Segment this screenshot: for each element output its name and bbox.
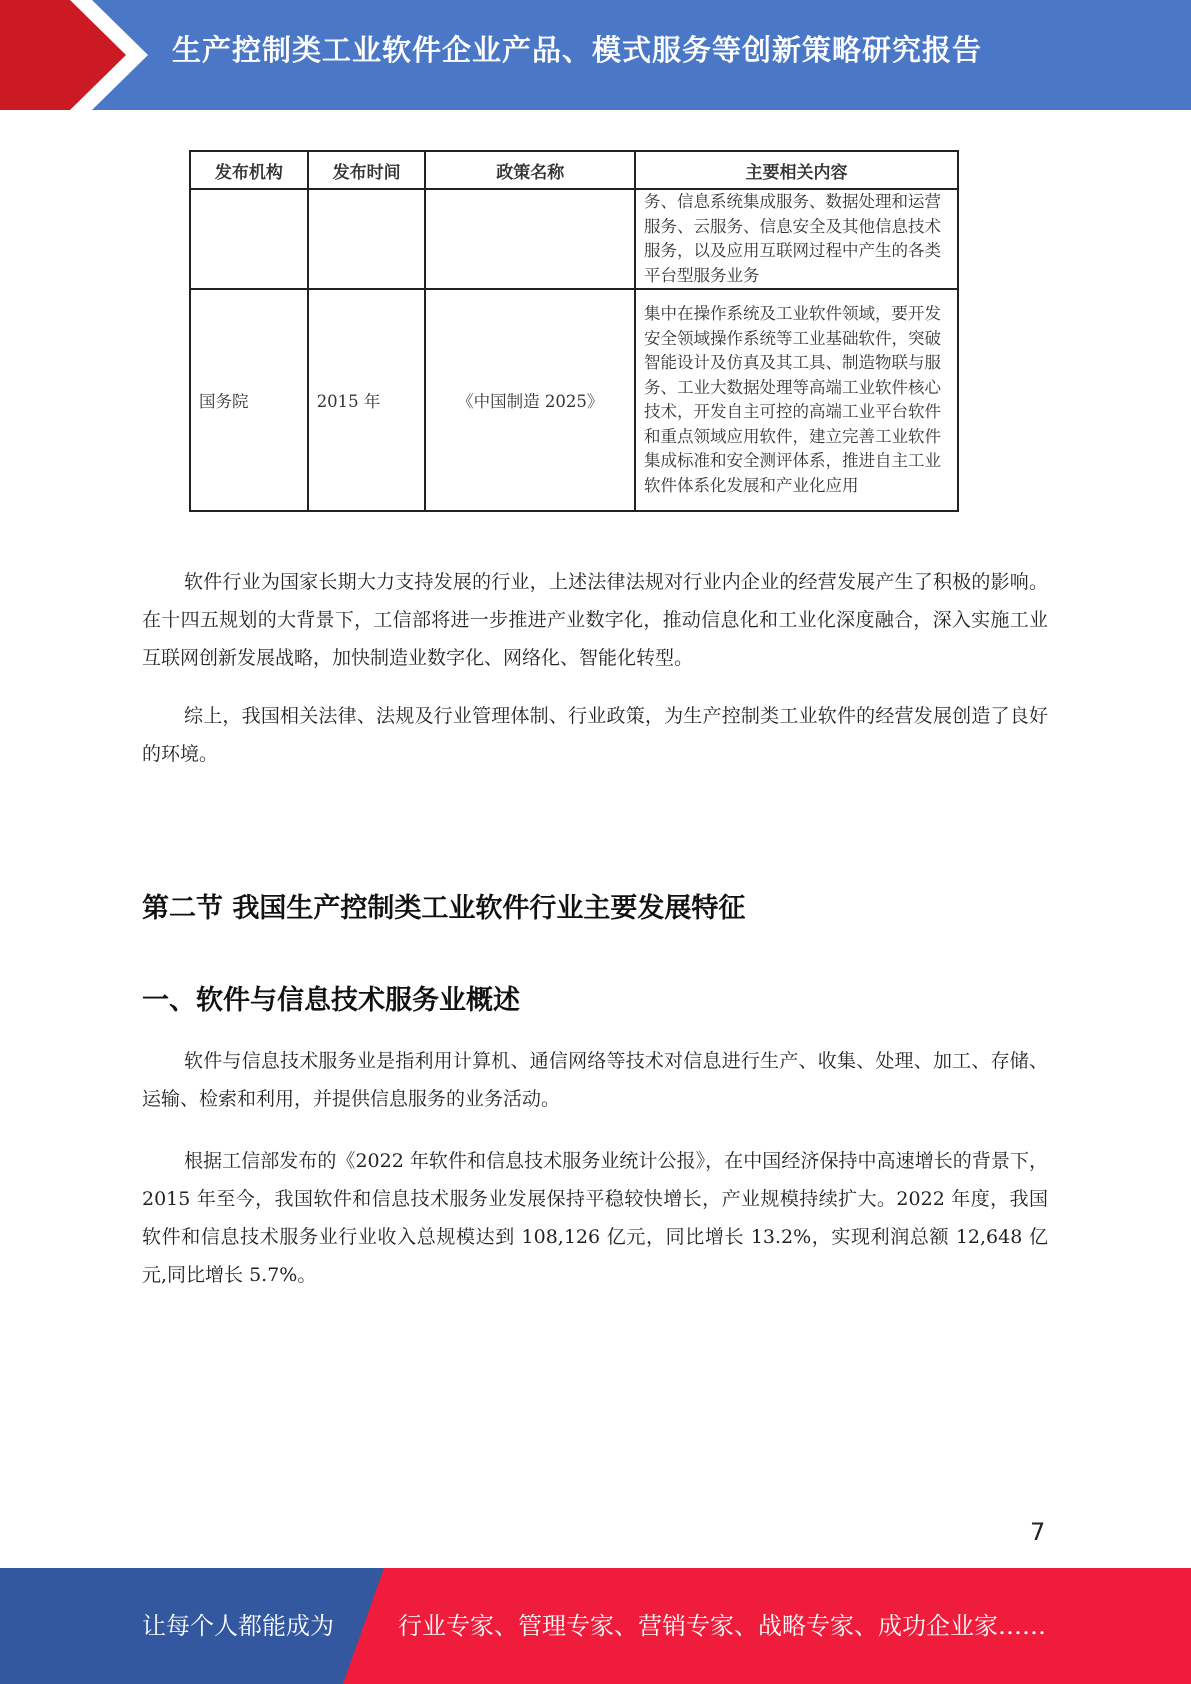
report-title: 生产控制类工业软件企业产品、模式服务等创新策略研究报告 [172,33,983,67]
table-cell-policy [425,189,635,289]
table-cell-org: 国务院 [190,289,308,511]
footer-slogan-right: 行业专家、管理专家、营销专家、战略专家、成功企业家…… [398,1612,1046,1640]
header-chevron-icon [0,0,150,110]
footer-slogan-left: 让每个人都能成为 [142,1612,334,1640]
table-row [190,189,958,289]
paragraph-definition: 软件与信息技术服务业是指利用计算机、通信网络等技术对信息进行生产、收集、处理、加工、存储、运输、检索和利用，并提供信息服务的业务活动。 [142,1050,1048,1110]
paragraph-laws-impact: 软件行业为国家长期大力支持发展的行业，上述法律法规对行业内企业的经营发展产生了积极的影响。在十四五规划的大背景下，工信部将进一步推进产业数字化，推动信息化和工业化深度融合，深入实施工业互联网创新发展战略，加快制造业数字化、网络化、智能化转型。 [142,571,1048,669]
table-header-org: 发布机构 [190,151,308,189]
table-header-date: 发布时间 [308,151,426,189]
table-cell-policy: 《中国制造 2025》 [425,289,635,511]
table-cell-content: 务、信息系统集成服务、数据处理和运营服务、云服务、信息安全及其他信息技术服务，以及应用互联网过程中产生的各类平台型服务业务 [635,189,958,289]
table-header-policy: 政策名称 [425,151,635,189]
paragraph-summary: 综上，我国相关法律、法规及行业管理体制、行业政策，为生产控制类工业软件的经营发展创造了良好的环境。 [142,705,1048,765]
policy-table [189,150,959,512]
table-header-row [190,151,958,189]
page-header [0,0,1191,110]
page-footer [0,1568,1191,1684]
section-title: 第二节 我国生产控制类工业软件行业主要发展特征 [142,893,746,924]
page-number: 7 [1030,1518,1046,1546]
table-cell-org [190,189,308,289]
paragraph-statistics: 根据工信部发布的《2022 年软件和信息技术服务业统计公报》，在中国经济保持中高速增长的背景下，2015 年至今，我国软件和信息技术服务业发展保持平稳较快增长，产业规模持续扩大。2022 年度，我国软件和信息技术服务业行业收入总规模达到 108,126 亿元，同比增长 13.2%，实现利润总额 12,648 亿元,同比增长 5.7%。 [142,1150,1048,1286]
table-row [190,289,958,511]
subsection-title: 一、软件与信息技术服务业概述 [142,985,520,1016]
table-cell-date: 2015 年 [308,289,426,511]
table-cell-date [308,189,426,289]
table-header-content: 主要相关内容 [635,151,958,189]
table-cell-content: 集中在操作系统及工业软件领域，要开发安全领域操作系统等工业基础软件，突破智能设计及仿真及其工具、制造物联与服务、工业大数据处理等高端工业软件核心技术，开发自主可控的高端工业平台软件和重点领域应用软件，建立完善工业软件集成标准和安全测评体系，推进自主工业软件体系化发展和产业化应用 [635,289,958,511]
